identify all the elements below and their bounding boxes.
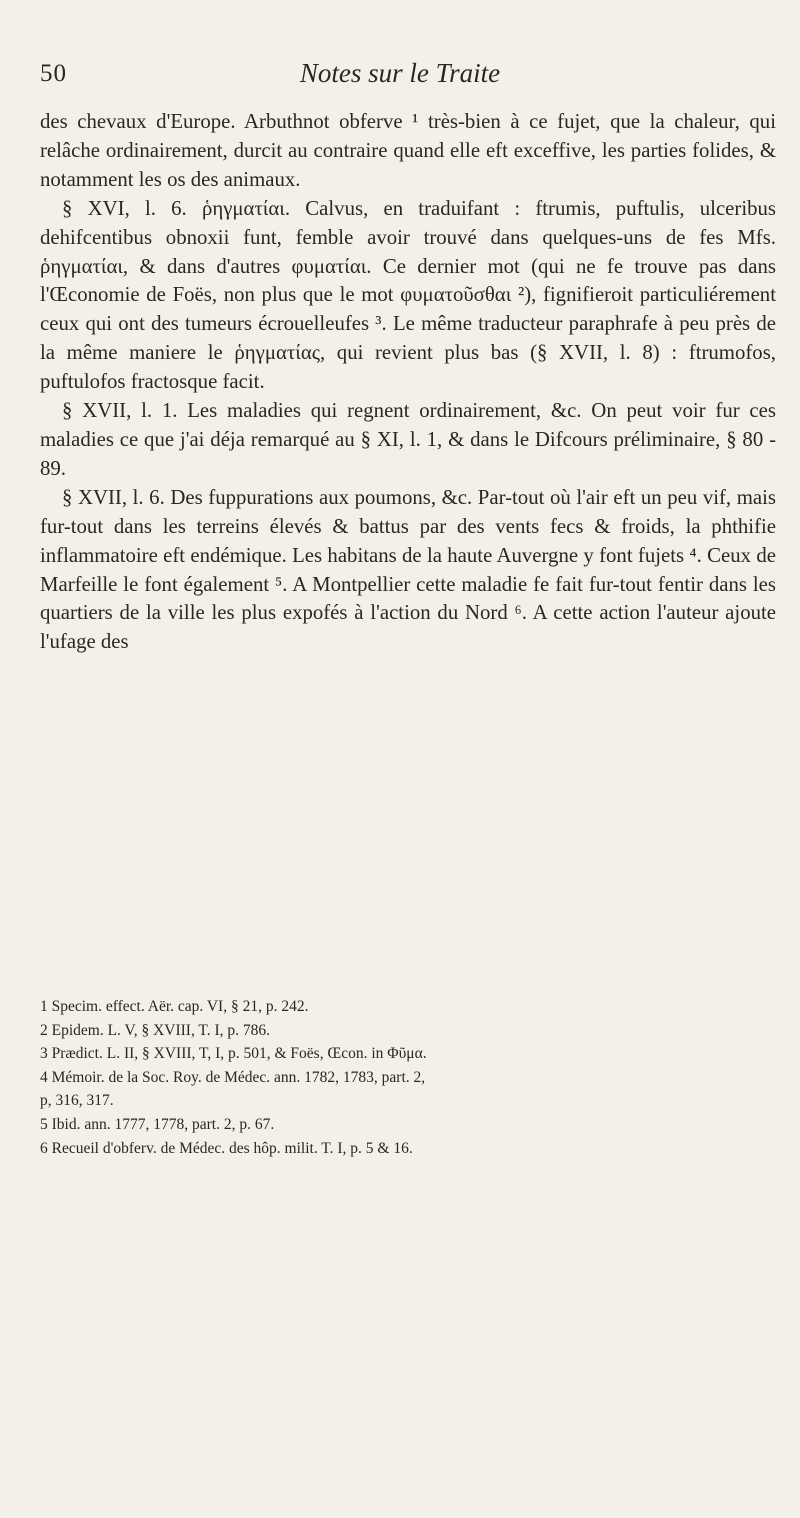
page-header [40,60,760,92]
footnote: 3 Prædict. L. II, § XVIII, T, I, p. 501, & Foës, Œcon. in Φῦμα. [40,1045,427,1063]
footnote-continuation: p, 316, 317. [40,1092,114,1110]
footnote: 1 Specim. effect. Aër. cap. VI, § 21, p. 242. [40,998,309,1015]
footnote: 2 Epidem. L. V, § XVIII, T. I, p. 786. [40,1021,271,1039]
paragraph: des chevaux d'Europe. Arbuthnot obferve ¹ très-bien à ce fujet, que la chaleur, qui relâche ordinairement, durcit au contraire quand elle eft exceffive, les parties folides, & notamment les os des animaux. [40,110,776,191]
paragraph: § XVII, l. 6. Des fuppurations aux poumons, &c. Par-tout où l'air eft un peu vif, mais fur-tout dans les terreins élevés & battus par des vents fecs & froids, la phthifie inflammatoire eft endémique. Les habitans de la haute Auvergne y font fujets ⁴. Ceux de Marfeille le font également ⁵. A Montpellier cette maladie fe fait fur-tout fentir dans les quartiers de la ville les plus expofés à l'action du Nord ⁶. A cette action l'auteur ajoute l'ufage des [40,485,776,654]
footnote: 5 Ibid. ann. 1777, 1778, part. 2, p. 67. [40,1115,275,1133]
main-text [40,108,776,657]
footnote: 4 Mémoir. de la Soc. Roy. de Médec. ann. 1782, 1783, part. 2, [40,1068,426,1086]
paragraph: § XVII, l. 1. Les maladies qui regnent ordinairement, &c. On peut voir fur ces maladies ce que j'ai déja remarqué au § XI, l. 1, & dans le Difcours préliminaire, § 80 - 89. [40,399,776,480]
footnotes [40,995,776,1160]
page-number: 50 [40,60,67,87]
running-title: Notes sur le Traite [299,58,501,88]
footnote: 6 Recueil d'obferv. de Médec. des hôp. milit. T. I, p. 5 & 16. [40,1139,413,1157]
paragraph: § XVI, l. 6. ῥηγματίαι. Calvus, en traduifant : ftrumis, puftulis, ulceribus dehifcentibus obnoxii funt, femble avoir trouvé dans quelques-uns de fes Mfs. ῥηγματίαι, & dans d'autres φυματίαι. Ce dernier mot (qui ne fe trouve pas dans l'Œconomie de Foës, non plus que le mot φυματοῦσθαι ²), fignifieroit particuliérement ceux qui ont des tumeurs écrouelleufes ³. Le même traducteur paraphrafe à peu près de la même maniere le ῥηγματίας, qui revient plus bas (§ XVII, l. 8) : ftrumofos, puftulofos fractosque facit. [40,196,776,394]
